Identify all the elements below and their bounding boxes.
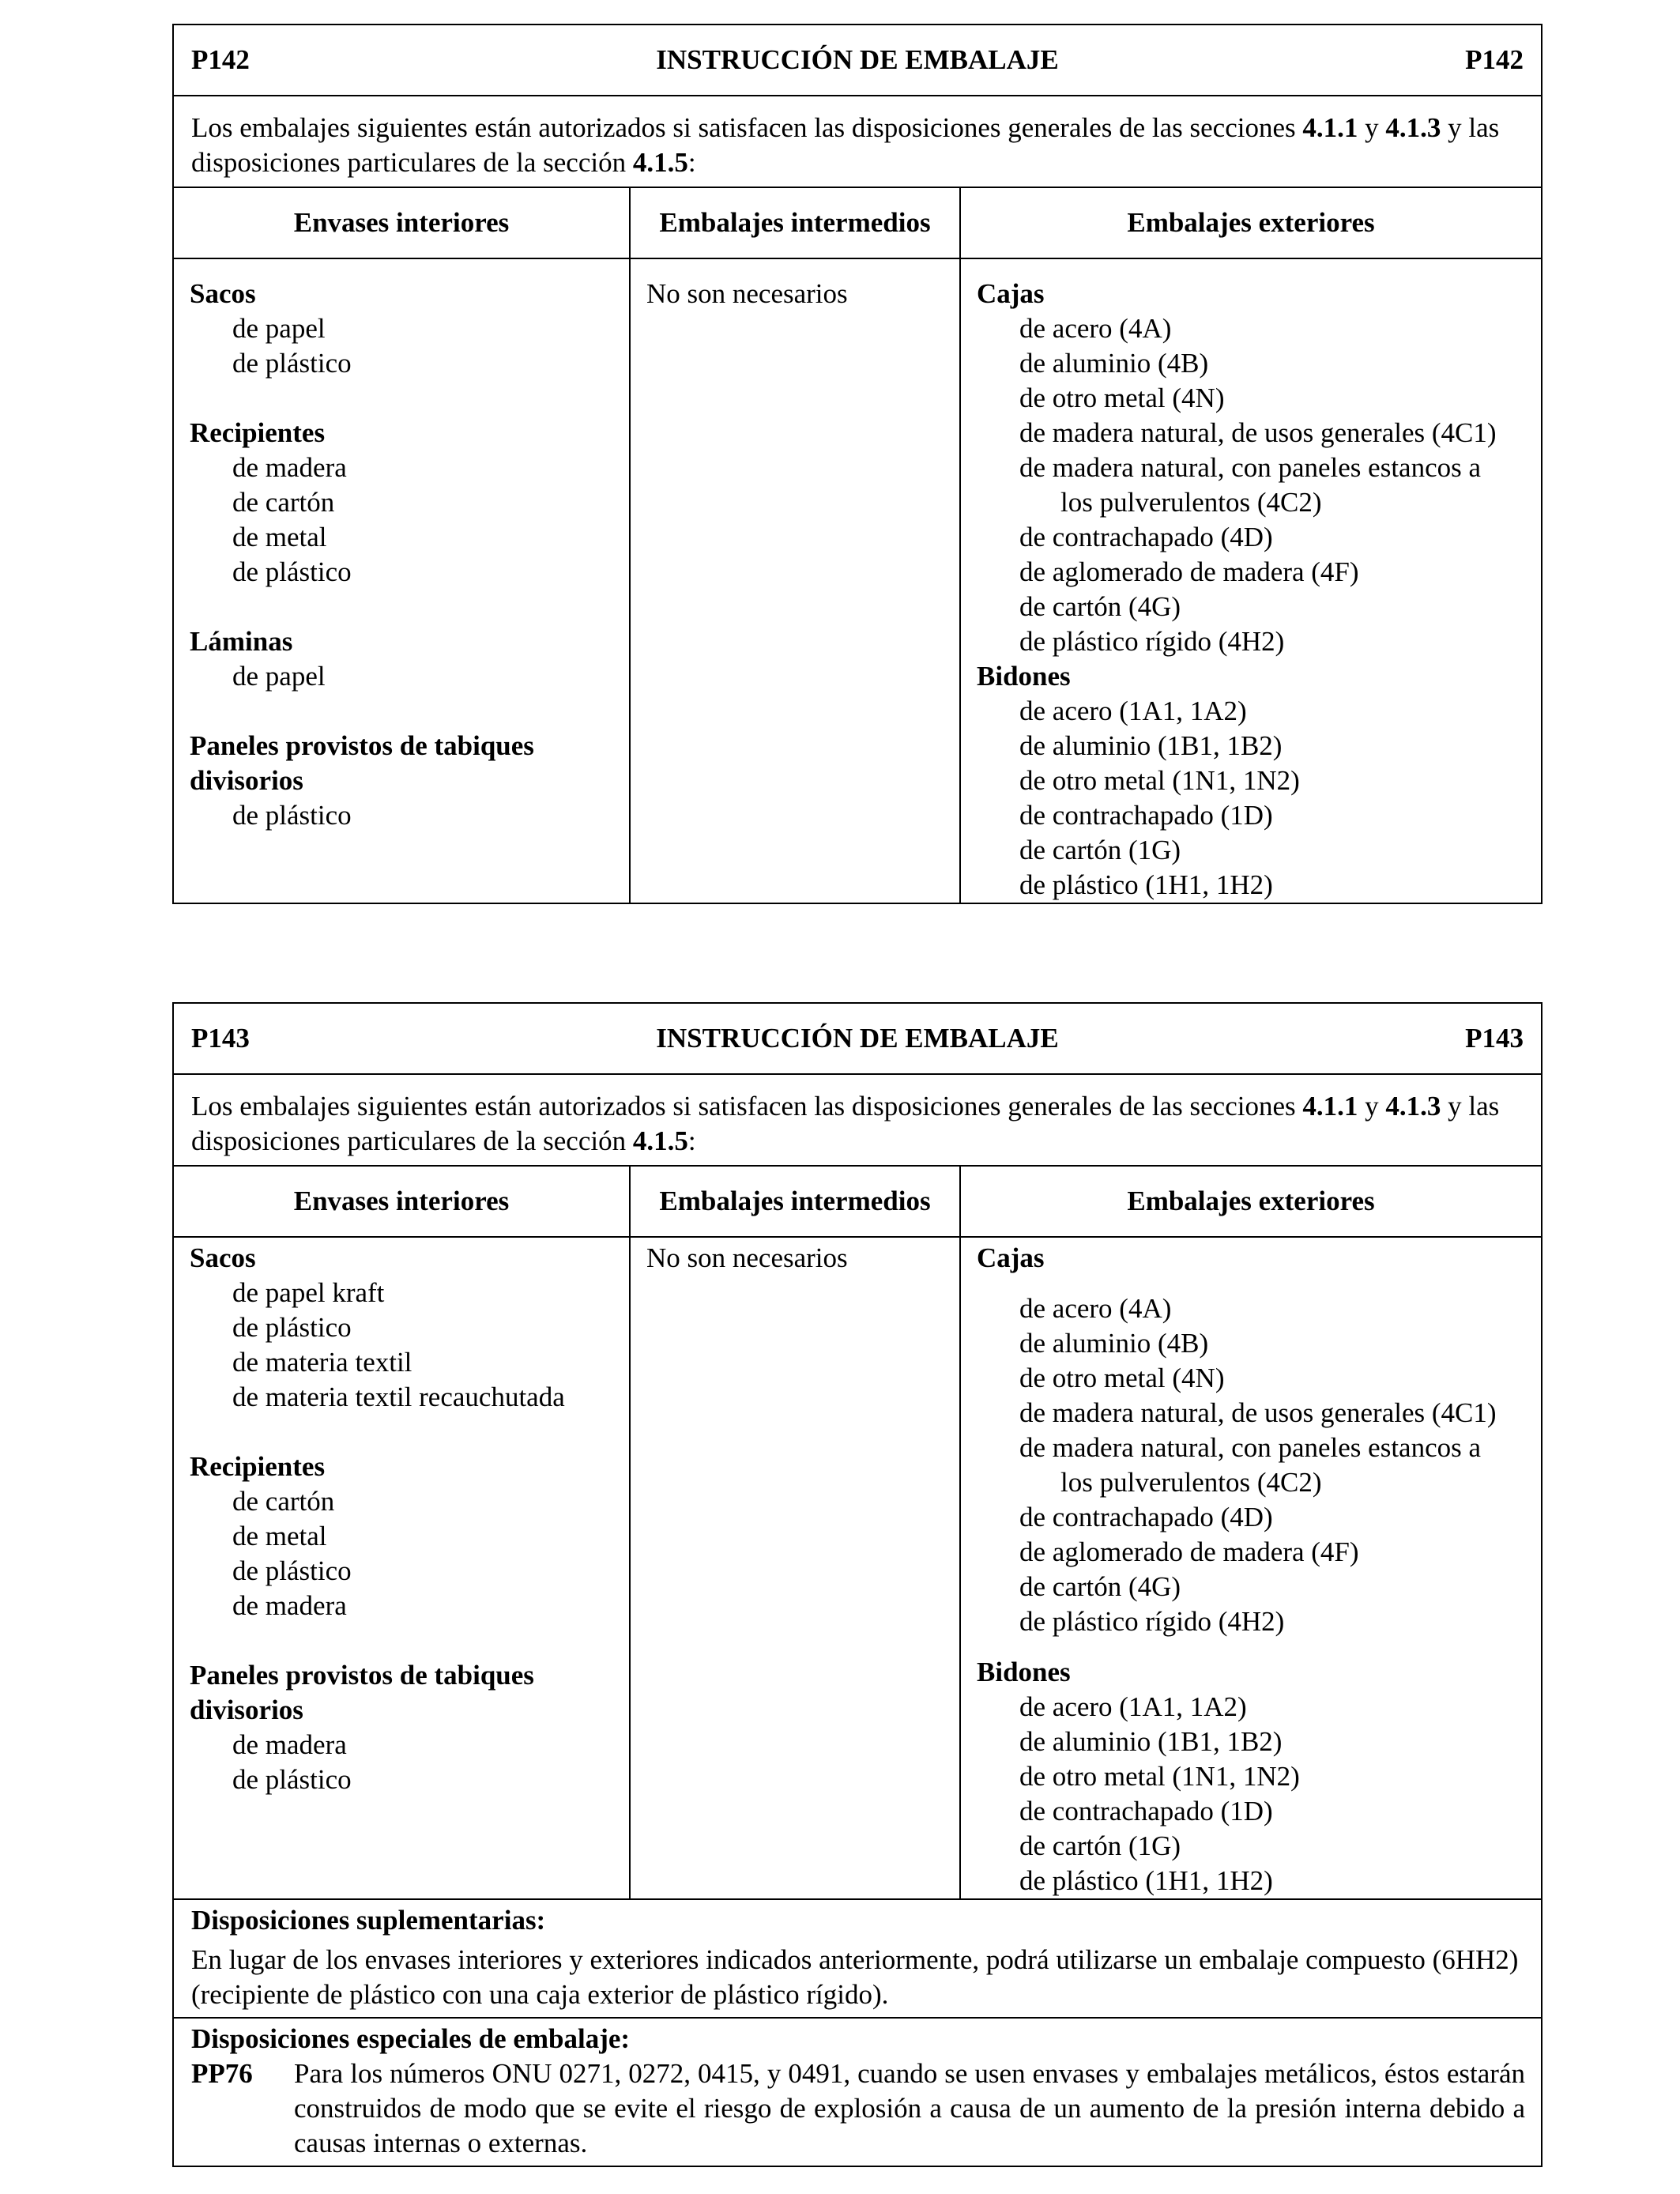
instruction-code-right: P143 [1465, 1023, 1524, 1054]
list-item: de contrachapado (1D) [1019, 1796, 1273, 1826]
outer-packagings [961, 259, 1541, 903]
intro-text: Los embalajes siguientes están autorizados si satisfacen las disposiciones generales de las secciones [191, 112, 1303, 143]
list-item: de cartón (1G) [1019, 835, 1181, 865]
list-item: de madera natural, con paneles estancos a [1019, 1432, 1482, 1463]
list-item: de plástico rígido (4H2) [1019, 1606, 1285, 1637]
col-header-outer: Embalajes exteriores [1127, 207, 1375, 238]
instruction-title: INSTRUCCIÓN DE EMBALAJE [656, 44, 1059, 75]
group-label: Sacos [190, 1242, 256, 1273]
instruction-header [174, 1004, 1541, 1075]
list-item: de aglomerado de madera (4F) [1019, 1536, 1359, 1567]
instruction-intro [174, 96, 1541, 188]
list-item: de aluminio (1B1, 1B2) [1019, 1726, 1283, 1757]
list-item: de plástico [232, 1312, 352, 1343]
section-ref: 4.1.5 [632, 1125, 688, 1156]
list-item: de acero (1A1, 1A2) [1019, 696, 1247, 726]
list-item: de otro metal (4N) [1019, 383, 1225, 413]
col-header-inner: Envases interiores [174, 188, 631, 258]
list-item: de metal [232, 522, 327, 552]
group-label: Cajas [977, 1242, 1045, 1273]
list-item: de otro metal (1N1, 1N2) [1019, 765, 1300, 796]
intro-text: : [687, 1125, 696, 1156]
list-item: de madera natural, de usos generales (4C1) [1019, 417, 1497, 448]
intermediate-packagings [631, 259, 961, 903]
instruction-code-left: P143 [191, 1023, 250, 1054]
col-header-intermediate: Embalajes intermedios [631, 188, 961, 258]
columns-body [174, 259, 1541, 903]
list-item: de aluminio (1B1, 1B2) [1019, 730, 1283, 761]
section-ref: 4.1.3 [1385, 1091, 1441, 1122]
list-item: de madera natural, de usos generales (4C1) [1019, 1397, 1497, 1428]
instruction-header [174, 25, 1541, 96]
special-provisions [174, 2017, 1541, 2166]
list-item: de materia textil recauchutada [232, 1382, 565, 1412]
special-provision-item [191, 2056, 1525, 2161]
list-item: de cartón (1G) [1019, 1830, 1181, 1861]
intro-text: Los embalajes siguientes están autorizados si satisfacen las disposiciones generales de las secciones [191, 1091, 1303, 1122]
list-item: de contrachapado (1D) [1019, 800, 1273, 831]
intro-text: y [1358, 112, 1386, 143]
column-headers [174, 188, 1541, 259]
list-item: de madera [232, 452, 347, 483]
section-ref: 4.1.3 [1385, 112, 1441, 143]
col-header-inner: Envases interiores [174, 1167, 631, 1236]
list-item: de aglomerado de madera (4F) [1019, 556, 1359, 587]
intermediate-text: No son necesarios [646, 1242, 848, 1273]
intermediate-packagings [631, 1238, 961, 1898]
list-item: de aluminio (4B) [1019, 348, 1209, 379]
group-label: Recipientes [190, 1451, 326, 1482]
supplementary-text: En lugar de los envases interiores y exteriores indicados anteriormente, podrá utilizarse un embalaje compuesto (6HH2) (recipiente de plástico con una caja exterior de plástico rígido). [191, 1944, 1519, 2010]
intro-text: y las disposiciones particulares de la sección [191, 112, 1500, 178]
list-item: de papel [232, 661, 326, 692]
instruction-code-right: P142 [1465, 44, 1524, 75]
intro-text: : [687, 147, 696, 178]
instruction-code-left: P142 [191, 44, 250, 75]
list-item: de cartón (4G) [1019, 591, 1181, 622]
list-item: de otro metal (1N1, 1N2) [1019, 1761, 1300, 1792]
group-label: Recipientes [190, 417, 326, 448]
supplementary-label: Disposiciones suplementarias: [191, 1905, 546, 1936]
column-headers [174, 1167, 1541, 1238]
list-item: los pulverulentos (4C2) [1060, 487, 1322, 518]
list-item: de acero (1A1, 1A2) [1019, 1691, 1247, 1722]
packing-instruction-p143 [172, 1002, 1543, 2167]
list-item: de plástico (1H1, 1H2) [1019, 1865, 1273, 1896]
list-item: de madera natural, con paneles estancos a [1019, 452, 1482, 483]
section-ref: 4.1.1 [1302, 112, 1358, 143]
list-item: de cartón [232, 1486, 335, 1517]
list-item: de plástico (1H1, 1H2) [1019, 869, 1273, 900]
list-item: de plástico rígido (4H2) [1019, 626, 1285, 657]
intro-text: y las disposiciones particulares de la sección [191, 1091, 1500, 1156]
section-ref: 4.1.5 [632, 147, 688, 178]
special-label: Disposiciones especiales de embalaje: [191, 2023, 631, 2054]
provision-text: Para los números ONU 0271, 0272, 0415, y 0491, cuando se usen envases y embalajes metálicos, éstos estarán construidos de modo que se evite el riesgo de explosión a causa de un aumento de la presión interna debido a causas internas o externas. [294, 2058, 1525, 2158]
list-item: de acero (4A) [1019, 1293, 1172, 1324]
group-label: Paneles provistos de tabiques divisorios [190, 1660, 534, 1725]
inner-packagings [174, 1238, 631, 1898]
outer-packagings [961, 1238, 1541, 1898]
section-ref: 4.1.1 [1302, 1091, 1358, 1122]
list-item: de plástico [232, 800, 352, 831]
list-item: de plástico [232, 556, 352, 587]
list-item: de acero (4A) [1019, 313, 1172, 344]
group-label: Láminas [190, 626, 293, 657]
instruction-intro [174, 1075, 1541, 1167]
instruction-title: INSTRUCCIÓN DE EMBALAJE [656, 1023, 1059, 1054]
list-item: de metal [232, 1521, 327, 1551]
list-item: de plástico [232, 348, 352, 379]
intermediate-text: No son necesarios [646, 278, 848, 309]
provision-code: PP76 [191, 2058, 253, 2089]
list-item: de papel kraft [232, 1277, 385, 1308]
list-item: de madera [232, 1590, 347, 1621]
group-label: Paneles provistos de tabiques divisorios [190, 730, 534, 796]
group-label: Bidones [977, 661, 1071, 692]
col-header-intermediate: Embalajes intermedios [631, 1167, 961, 1236]
group-label: Bidones [977, 1657, 1071, 1687]
list-item: de plástico [232, 1764, 352, 1795]
group-label: Sacos [190, 278, 256, 309]
list-item: de contrachapado (4D) [1019, 1502, 1273, 1532]
list-item: de cartón (4G) [1019, 1571, 1181, 1602]
list-item: los pulverulentos (4C2) [1060, 1467, 1322, 1498]
inner-packagings [174, 259, 631, 903]
intro-text: y [1358, 1091, 1386, 1122]
list-item: de papel [232, 313, 326, 344]
group-label: Cajas [977, 278, 1045, 309]
list-item: de aluminio (4B) [1019, 1328, 1209, 1359]
list-item: de otro metal (4N) [1019, 1363, 1225, 1393]
list-item: de contrachapado (4D) [1019, 522, 1273, 552]
columns-body [174, 1238, 1541, 1898]
supplementary-provisions [174, 1898, 1541, 2017]
list-item: de madera [232, 1729, 347, 1760]
list-item: de plástico [232, 1555, 352, 1586]
list-item: de materia textil [232, 1347, 412, 1378]
col-header-outer: Embalajes exteriores [1127, 1186, 1375, 1216]
list-item: de cartón [232, 487, 335, 518]
packing-instruction-p142 [172, 24, 1543, 904]
